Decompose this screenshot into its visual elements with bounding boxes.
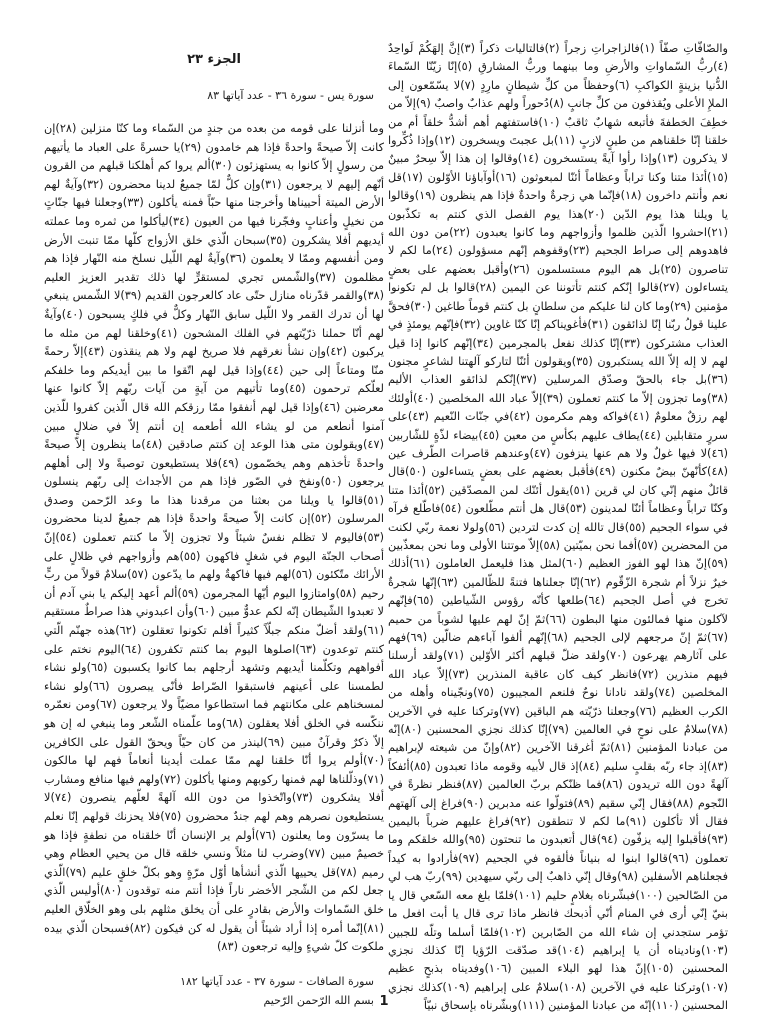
- juz-title: الجزء ٢٣: [187, 52, 241, 67]
- page-number: 1: [379, 994, 389, 1009]
- left-column-verses: وما أنزلنا على قومه من بعده من جندٍ من السّماء وما كنّا منزلين (٢٨)إن كانت إلاّ صيحةً واحدةً فإذا هم خامدون (٢٩)يا حسرةً على العباد ما يأتيهم من رسولٍ إلاّ كانوا به يستهزئون (٣٠)ألم يروا كم أهلكنا قبلهم من القرون أنّهم إليهم لا يرجعون (٣١)وإن كلٌّ لمّا جميعٌ لدينا محضرون (٣٢)وآيةٌ لهم الأرض الميتة أحييناها وأخرجنا منها حبّاً فمنه يأكلون (٣٣)وجعلنا فيها جنّاتٍ من نخيلٍ وأعنابٍ وفجّرنا فيها من العيون (٣٤)ليأكلوا من ثمره وما عملته أيديهم أفلا يشكرون (٣٥)سبحان الّذي خلق الأزواج كلّها ممّا تنبت الأرض ومن أنفسهم وممّا لا يعلمون (٣٦)وآيةٌ لهم اللّيل نسلخ منه النّهار فإذا هم مظلمون (٣٧)والشّمس تجري لمستقرٍّ لها ذلك تقدير العزيز العليم (٣٨)والقمر قدّرناه منازل حتّى عاد كالعرجون القديم (٣٩)لا الشّمس ينبغي لها أن تدرك القمر ولا اللّيل سابق النّهار وكلٌّ في فلكٍ يسبحون (٤٠)وآيةٌ لهم أنّا حملنا ذرّيّتهم في الفلك المشحون (٤١)وخلقنا لهم من مثله ما يركبون (٤٢)وإن نشأ نغرقهم فلا صريخ لهم ولا هم ينقذون (٤٣)إلاّ رحمةً منّا ومتاعاً إلى حين (٤٤)وإذا قيل لهم اتّقوا ما بين أيديكم وما خلفكم لعلّكم ترحمون (٤٥)وما تأتيهم من آيةٍ من آيات ربّهم إلاّ كانوا عنها معرضين (٤٦)وإذا قيل لهم أنفقوا ممّا رزقكم الله قال الّذين كفروا للّذين آمنوا أنطعم من لو يشاء الله أطعمه إن أنتم إلاّ في ضلالٍ مبين (٤٧)ويقولون متى هذا الوعد إن كنتم صادقين (٤٨)ما ينظرون إلاّ صيحةً واحدةً تأخذهم وهم يخصّمون (٤٩)فلا يستطيعون توصيةً ولا إلى أهلهم يرجعون (٥٠)ونفخ في الصّور فإذا هم من الأجداث إلى ربّهم ينسلون (٥١)قالوا يا ويلنا من بعثنا من مرقدنا هذا ما وعد الرّحمن وصدق المرسلون (٥٢)إن كانت إلاّ صيحةً واحدةً فإذا هم جميعٌ لدينا محضرون (٥٣)فاليوم لا تظلم نفسٌ شيئاً ولا تجزون إلاّ ما كنتم تعملون (٥٤)إنّ أصحاب الجنّة اليوم في شغلٍ فاكهون (٥٥)هم وأزواجهم في ظلالٍ على الأرائك متّكئون (٥٦)لهم فيها فاكهةٌ ولهم ما يدّعون (٥٧)سلامٌ قولاً من ربٍّ رحيم (٥٨)وامتازوا اليوم أيّها المجرمون (٥٩)ألم أعهد إليكم يا بني آدم أن لا تعبدوا الشّيطان إنّه لكم عدوٌّ مبين (٦٠)وأن اعبدوني هذا صراطٌ مستقيم (٦١)ولقد أضلّ منكم جبلّاً كثيراً أفلم تكونوا تعقلون (٦٢)هذه جهنّم الّتي كنتم توعدون (٦٣)اصلوها اليوم بما كنتم تكفرون (٦٤)اليوم نختم على أفواههم وتكلّمنا أيديهم وتشهد أرجلهم بما كانوا يكسبون (٦٥)ولو نشاء لطمسنا على أعينهم فاستبقوا الصّراط فأنّى يبصرون (٦٦)ولو نشاء لمسخناهم على مكانتهم فما استطاعوا مضيّاً ولا يرجعون (٦٧)ومن نعمّره ننكّسه في الخلق أفلا يعقلون (٦٨)وما علّمناه الشّعر وما ينبغي له إن هو إلاّ ذكرٌ وقرآنٌ مبين (٦٩)لينذر من كان حيّاً ويحقّ القول على الكافرين (٧٠)أولم يروا أنّا خلقنا لهم ممّا عملت أيدينا أنعاماً فهم لها مالكون (٧١)وذلّلناها لهم فمنها ركوبهم ومنها يأكلون (٧٢)ولهم فيها منافع ومشارب أفلا يشكرون (٧٣)واتّخذوا من دون الله آلهةً لعلّهم ينصرون (٧٤)لا يستطيعون نصرهم وهم لهم جندٌ محضرون (٧٥)فلا يحزنك قولهم إنّا نعلم ما يسرّون وما يعلنون (٧٦)أولم ير الإنسان أنّا خلقناه من نطفةٍ فإذا هو خصيمٌ مبين (٧٧)وضرب لنا مثلاً ونسي خلقه قال من يحيي العظام وهي رميم (٧٨)قل يحييها الّذي أنشأها أوّل مرّةٍ وهو بكلّ خلقٍ عليم (٧٩)الّذي جعل لكم من الشّجر الأخضر ناراً فإذا أنتم منه توقدون (٨٠)أوليس الّذي خلق السّماوات والأرض بقادرٍ على أن يخلق مثلهم بلى وهو الخلّاق العليم (٨١)إنّما أمره إذا أراد شيئاً أن يقول له كن فيكون (٨٢)فسبحان الّذي بيده ملكوت كلّ شيءٍ وإليه ترجعون (٨٣): [44, 122, 385, 954]
- right-column-verses: والصّافّاتِ صفّاً (١)فالزاجراتِ زجراً (٢)فالتاليات ذكراً (٣)إنَّ إلهَكُمْ لَواحِدٌ (٤)ربُّ السّماواتِ والأرضِ وما بينهما وربُّ المشارقِ (٥)إنّا زيّنّا السّماءَ الدُّنيا بزينةٍ الكواكبِ (٦)وحفظاً من كلِّ شيطانٍ مارِدٍ (٧)لا يسّمّعون إلى الملإِ الأعلى ويُقذفون من كلِّ جانبٍ (٨)دُحوراً ولهم عذابٌ واصبٌ (٩)إلاّ من خطِفَ الخطفةَ فأتبعه شهابٌ ثاقبٌ (١٠)فاستفتهم أهم أشدُّ خلقاً أم من خلقنا إنّا خلقناهم من طينٍ لازبٍ (١١)بل عجبتَ ويسخرون (١٢)وإذا ذُكِّروا لا يذكرون (١٣)وإذا رأوا آيةً يستسخرون (١٤)وقالوا إن هذا إلاّ سِحرٌ مبينٌ (١٥)أئذا متنا وكنا تراباً وعظاماً أئنّا لمبعوثون (١٦)أوآباؤنا الأوّلون (١٧)قل نعم وأنتم داخرون (١٨)فإنّما هي زجرةٌ واحدةٌ فإذا هم ينظرون (١٩)وقالوا يا ويلنا هذا يوم الدّين (٢٠)هذا يوم الفصل الذي كنتم به تكذّبون (٢١)احشروا الّذين ظلموا وأزواجهم وما كانوا يعبدون (٢٢)من دون الله فاهدوهم إلى صراط الجحيم (٢٣)وقفوهم إنّهم مسؤولون (٢٤)ما لكم لا تناصرون (٢٥)بل هم اليوم مستسلمون (٢٦)وأقبل بعضهم على بعضٍ يتساءلون (٢٧)قالوا إنّكم كنتم تأتوننا عن اليمين (٢٨)قالوا بل لم تكونوا مؤمنين (٢٩)وما كان لنا عليكم من سلطانٍ بل كنتم قوماً طاغين (٣٠)فحقَّ علينا قولُ ربّنا إنّا لذائقون (٣١)فأغويناكم إنّا كنّا غاوين (٣٢)فإنّهم يومئذٍ في العذاب مشتركون (٣٣)إنّا كذلك نفعل بالمجرمين (٣٤)إنّهم كانوا إذا قيل لهم لا إله إلاّ الله يستكبرون (٣٥)ويقولون أئنّا لتاركو آلهتنا لشاعرٍ مجنون (٣٦)بل جاء بالحقّ وصدّق المرسلين (٣٧)إنّكم لذائقو العذاب الأليم (٣٨)وما تجزون إلاّ ما كنتم تعملون (٣٩)إلاّ عباد الله المخلصين (٤٠)أولئك لهم رزقٌ معلومٌ (٤١)فواكه وهم مكرمون (٤٢)في جنّات النّعيم (٤٣)على سررٍ متقابلين (٤٤)يطاف عليهم بكأسٍ من معين (٤٥)بيضاء لذّةٍ للشّاربين (٤٦)لا فيها غولٌ ولا هم عنها ينزفون (٤٧)وعندهم قاصرات الطّرف عين (٤٨)كأنّهنّ بيضٌ مكنون (٤٩)فأقبل بعضهم على بعضٍ يتساءلون (٥٠)قال قائلٌ منهم إنّي كان لي قرين (٥١)يقول أئنّك لمن المصدّقين (٥٢)أئذا متنا وكنّا تراباً وعظاماً أئنّا لمدينون (٥٣)قال هل أنتم مطّلعون (٥٤)فاطّلع فرآه في سواء الجحيم (٥٥)قال تالله إن كدت لتردين (٥٦)ولولا نعمة ربّي لكنت من المحضرين (٥٧)أفما نحن بميّتين (٥٨)إلاّ موتتنا الأولى وما نحن بمعذّبين (٥٩)إنّ هذا لهو الفوز العظيم (٦٠)لمثل هذا فليعمل العاملون (٦١)أذلك خيرٌ نزلاً أم شجرة الزّقّوم (٦٢)إنّا جعلناها فتنةً للظّالمين (٦٣)إنّها شجرةٌ تخرج في أصل الجحيم (٦٤)طلعها كأنّه رؤوس الشّياطين (٦٥)فإنّهم لآكلون منها فمالئون منها البطون (٦٦)ثمّ إنّ لهم عليها لشوباً من حميم (٦٧)ثمّ إنّ مرجعهم لإلى الجحيم (٦٨)إنّهم ألفوا آباءهم ضالّين (٦٩)فهم على آثارهم يهرعون (٧٠)ولقد ضلّ قبلهم أكثر الأوّلين (٧١)ولقد أرسلنا فيهم منذرين (٧٢)فانظر كيف كان عاقبة المنذرين (٧٣)إلاّ عباد الله المخلصين (٧٤)ولقد نادانا نوحٌ فلنعم المجيبون (٧٥)ونجّيناه وأهله من الكرب العظيم (٧٦)وجعلنا ذرّيّته هم الباقين (٧٧)وتركنا عليه في الآخرين (٧٨)سلامٌ على نوحٍ في العالمين (٧٩)إنّا كذلك نجزي المحسنين (٨٠)إنّه من عبادنا المؤمنين (٨١)ثمّ أغرقنا الآخرين (٨٢)وإنّ من شيعته لإبراهيم (٨٣)إذ جاء ربّه بقلبٍ سليم (٨٤)إذ قال لأبيه وقومه ماذا تعبدون (٨٥)أئفكاً آلهةً دون الله تريدون (٨٦)فما ظنّكم بربّ العالمين (٨٧)فنظر نظرةً في النّجوم (٨٨)فقال إنّي سقيم (٨٩)فتولّوا عنه مدبرين (٩٠)فراغ إلى آلهتهم فقال ألا تأكلون (٩١)ما لكم لا تنطقون (٩٢)فراغ عليهم ضرباً باليمين (٩٣)فأقبلوا إليه يزفّون (٩٤)قال أتعبدون ما تنحتون (٩٥)والله خلقكم وما تعملون (٩٦)قالوا ابنوا له بنياناً فألقوه في الجحيم (٩٧)فأرادوا به كيداً فجعلناهم الأسفلين (٩٨)وقال إنّي ذاهبٌ إلى ربّي سيهدين (٩٩)ربّ هب لي من الصّالحين (١٠٠)فبشّرناه بغلامٍ حليم (١٠١)فلمّا بلغ معه السّعي قال يا بنيّ إنّي أرى في المنام أنّي أذبحك فانظر ماذا ترى قال يا أبت افعل ما تؤمر ستجدني إن شاء الله من الصّابرين (١٠٢)فلمّا أسلما وتلّه للجبين (١٠٣)وناديناه أن يا إبراهيم (١٠٤)قد صدّقت الرّؤيا إنّا كذلك نجزي المحسنين (١٠٥)إنّ هذا لهو البلاء المبين (١٠٦)وفديناه بذبحٍ عظيم (١٠٧)وتركنا عليه في الآخرين (١٠٨)سلامٌ على إبراهيم (١٠٩)كذلك نجزي المحسنين (١١٠)إنّه من عبادنا المؤمنين (١١١)وبشّرناه بإسحاق نبيّاً: [388, 42, 729, 1013]
- surah-header: سورة يس - سورة ٣٦ - عدد آياتها ٨٣: [207, 89, 374, 102]
- second-surah-header: سورة الصافات - سورة ٣٧ - عدد آياتها ١٨٢: [180, 974, 374, 988]
- basmala: بسم الله الرّحمن الرّحيم: [263, 993, 374, 1007]
- left-column: [44, 40, 385, 1007]
- right-column: [388, 40, 729, 1013]
